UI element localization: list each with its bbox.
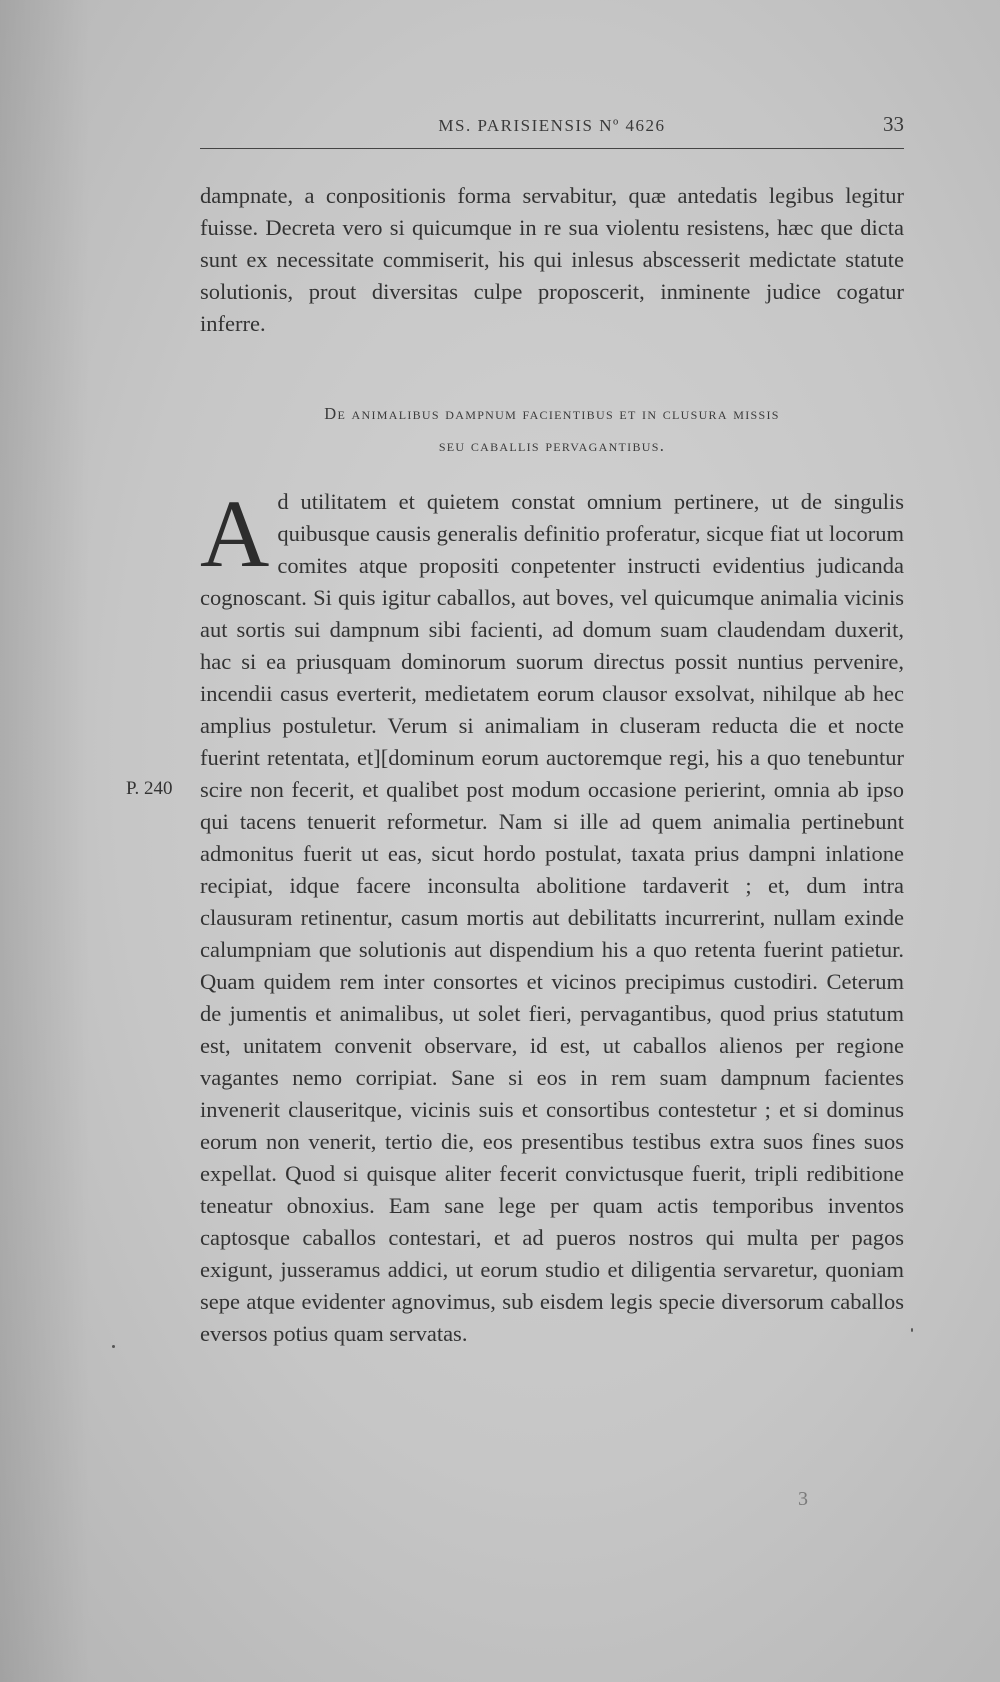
- paper-speck: [112, 1345, 115, 1348]
- header-rule: [200, 148, 904, 149]
- margin-page-reference: P. 240: [126, 778, 173, 799]
- page-number: 33: [883, 112, 904, 136]
- section-heading-line-1: De animalibus dampnum facientibus et in clusura missis: [324, 404, 780, 423]
- page-header: [200, 110, 904, 140]
- signature-mark: 3: [798, 1488, 808, 1510]
- paper-speck: [911, 1328, 913, 1332]
- binding-shadow: [0, 0, 90, 1682]
- paragraph-continuation: dampnate, a conpositionis forma servabitur, quæ antedatis legibus legitur fuisse. Decreta vero si quicumque in re sua violentu resistens, hæc que dicta sunt ex necessitate commiserit, his qui inlesus abscesserit medictate statute solutionis, prout diversitas culpe proposcerit, inminente judice cogatur inferre.: [200, 183, 904, 336]
- section-heading: [200, 398, 904, 462]
- paragraph-main: [200, 480, 904, 1350]
- section-heading-line-2: seu caballis pervagantibus.: [438, 436, 666, 455]
- drop-cap: A: [200, 480, 270, 587]
- paragraph-main-text: d utilitatem et quietem constat omnium pertinere, ut de singulis quibusque causis generalis definitio proferatur, sicque fiat ut locorum comites atque propositi conpetenter instructi evidentius judicanda cognoscant. Si quis igitur caballos, aut boves, vel quicumque animalia vicinis aut sortis sui dampnum sibi facienti, ad domum suam claudendam duxerit, hac si ea priusquam dominorum suorum directus possit nuntius pervenire, incendii casus everterit, medietatem eorum clausor exsolvat, nihilque ab hec amplius postuletur. Verum si animaliam in cluseram reducta die et nocte fuerint retentata, et][dominum eorum auctoremque regi, his a quo tenebuntur scire non fecerit, et qualibet post modum occasione perierint, omnia ab ipso qui tacens tenuerit reformetur. Nam si ille ad quem animalia pertinebunt admonitus fuerit ut eas, sicut hordo postulat, taxata prius dampni inlatione recipiat, idque facere inconsulta abolitione tardaverit ; et, dum intra clausuram retinentur, casum mortis aut debilitatts incurrerint, nullam exinde calumpniam que solutionis aut dispendium his a quo retenta fuerint patietur. Quam quidem rem inter consortes et vicinos precipimus custodiri. Ceterum de jumentis et animalibus, ut solet fieri, pervagantibus, quod prius statutum est, unitatem convenit observare, id est, ut caballos alienos per regione vagantes nemo corripiat. Sane si eos in rem suam dampnum facientes invenerit clauseritque, vicinis suis et consortibus contestetur ; et si dominus eorum non venerit, tertio die, eos presentibus testibus extra suos fines suos expellat. Quod si quisque aliter fecerit convictusque fuerit, tripli redibitione teneatur obnoxius. Eam sane lege per quam actis temporibus inventos captosque caballos contestari, et ad pueros nostros qui multa per pagos exigunt, jusseramus addici, ut eorum studio et diligentia servaretur, quoniam sepe atque evidenter agnovimus, sub eisdem legis specie diversorum caballos eversos potius quam servatas.: [200, 489, 904, 1346]
- running-title: MS. PARISIENSIS Nº 4626: [438, 116, 666, 135]
